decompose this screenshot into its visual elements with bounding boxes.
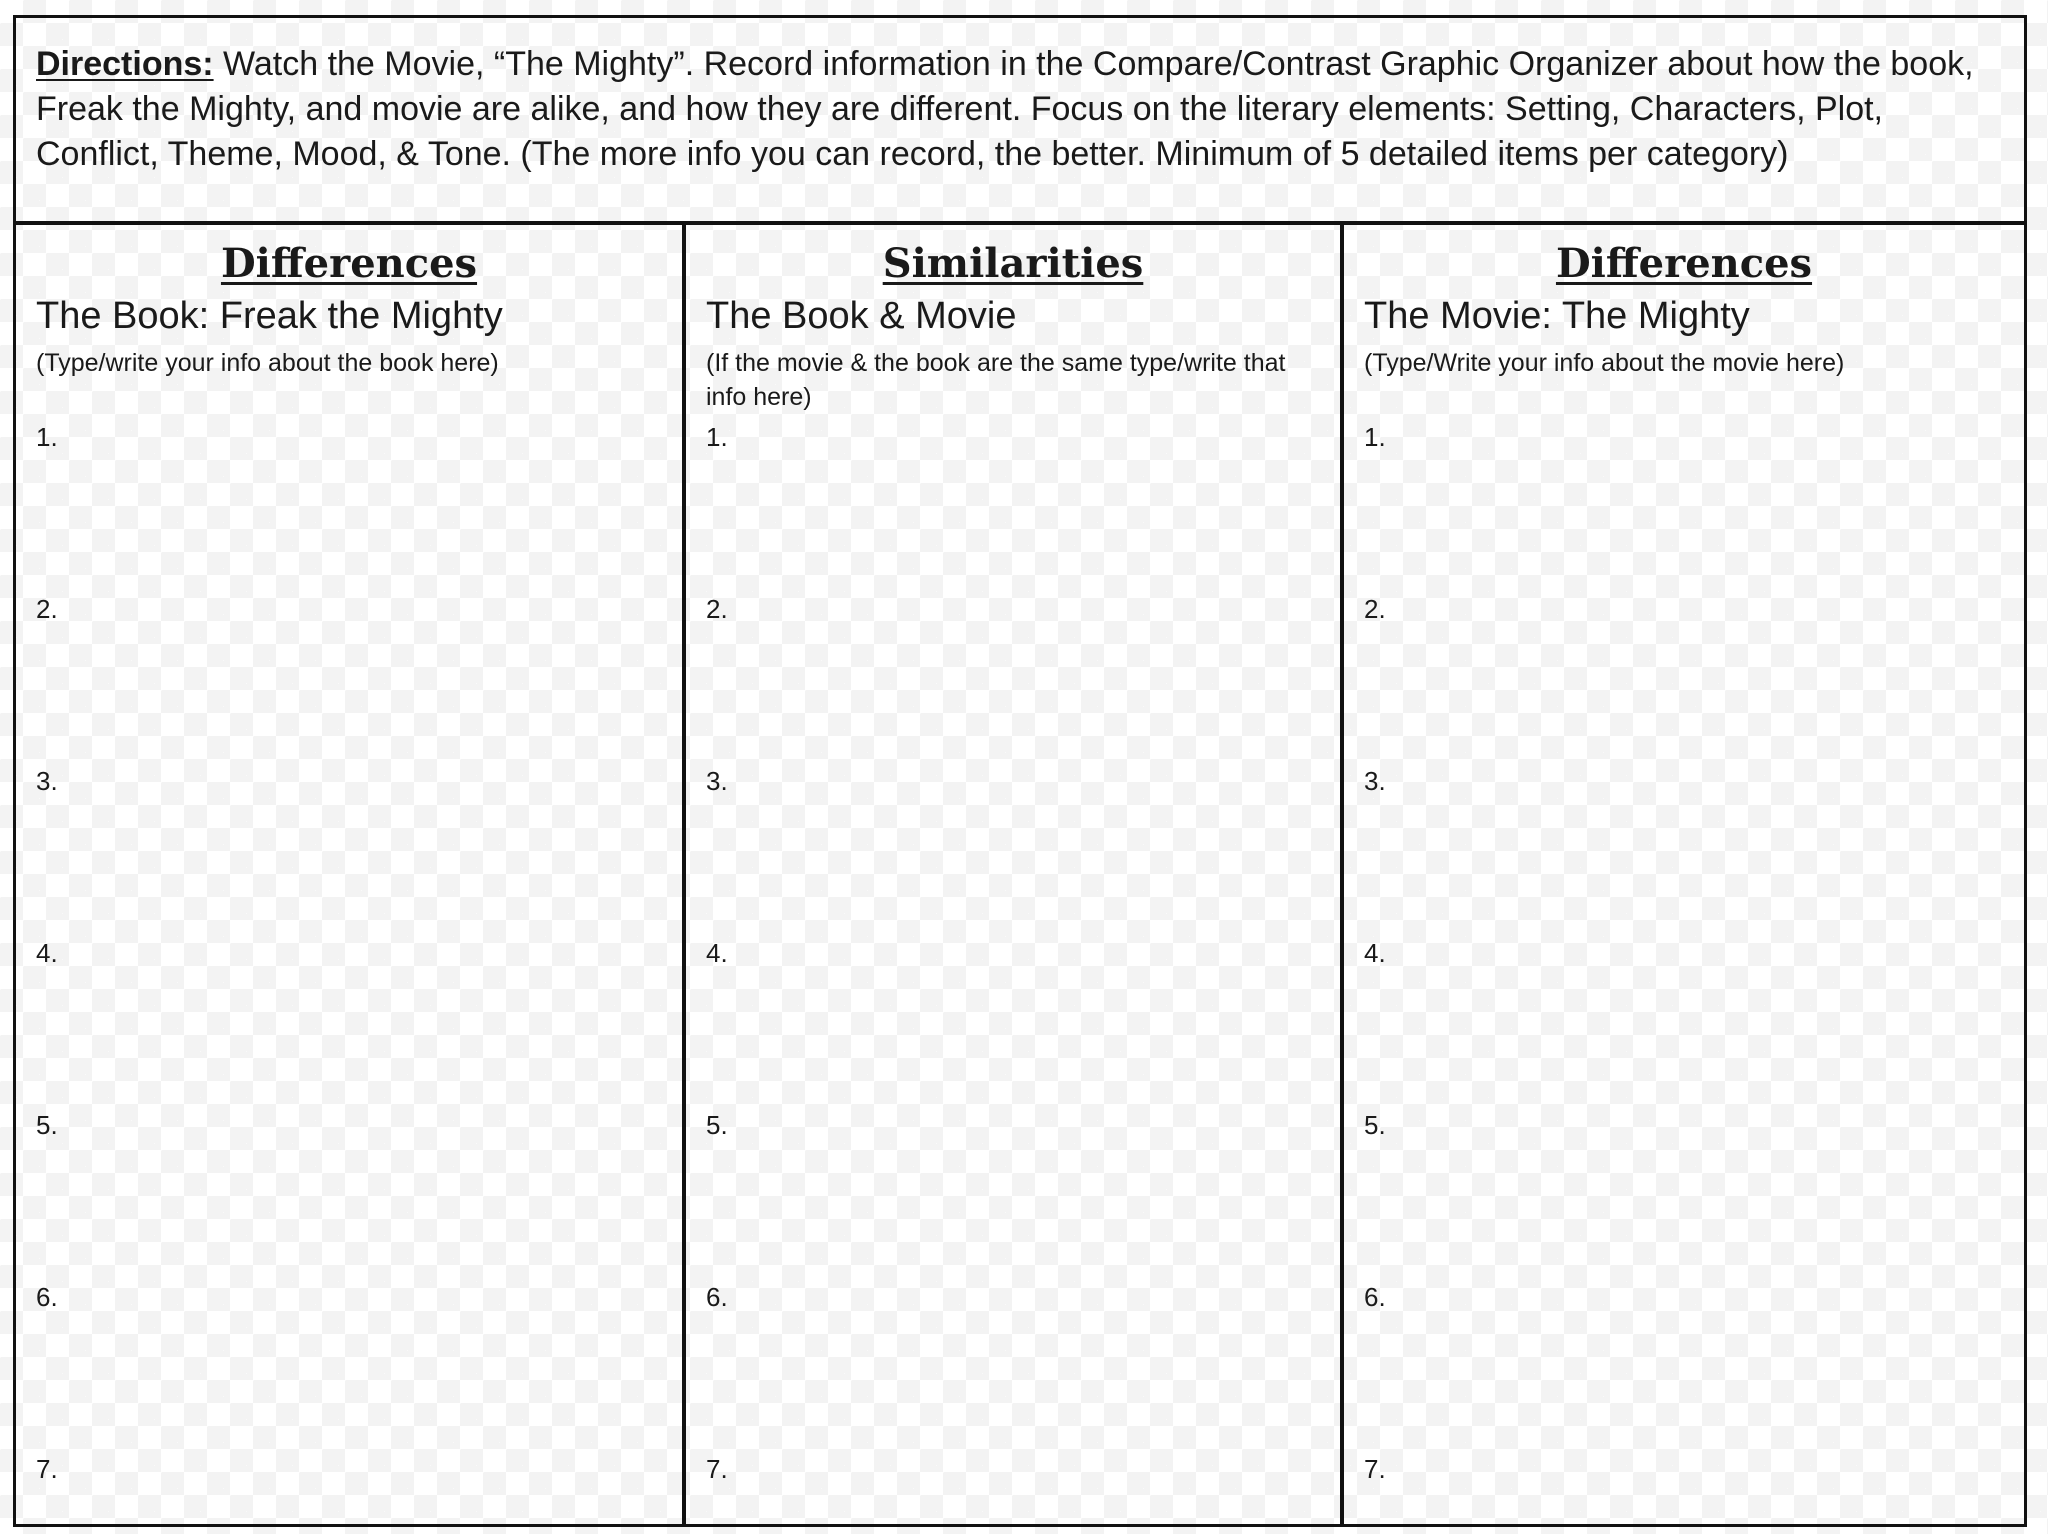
item-number: 2. — [1364, 594, 1386, 624]
column-subtitle: The Book & Movie — [706, 295, 1017, 337]
item-number: 4. — [1364, 938, 1386, 968]
item-number: 2. — [36, 594, 58, 624]
column-subtitle: The Movie: The Mighty — [1364, 295, 1750, 337]
graphic-organizer — [13, 15, 2027, 1527]
item-number: 5. — [36, 1110, 58, 1140]
column-note: (Type/Write your info about the movie here) — [1364, 349, 1845, 377]
movie-differences-column — [1344, 225, 2024, 1524]
directions-label: Directions: — [36, 45, 214, 83]
column-heading: Similarities — [882, 240, 1144, 287]
item-number: 4. — [36, 938, 58, 968]
similarities-column — [686, 225, 1344, 1524]
column-note: (If the movie & the book are the same type/write that info here) — [706, 349, 1286, 411]
item-number: 7. — [36, 1454, 58, 1484]
item-number: 1. — [1364, 422, 1386, 452]
item-number: 5. — [1364, 1110, 1386, 1140]
item-number: 3. — [706, 766, 728, 796]
column-heading: Differences — [220, 240, 478, 287]
item-number: 1. — [36, 422, 58, 452]
item-number: 6. — [706, 1282, 728, 1312]
column-subtitle: The Book: Freak the Mighty — [36, 295, 503, 337]
item-number: 4. — [706, 938, 728, 968]
book-differences-column — [16, 225, 686, 1524]
item-number: 7. — [706, 1454, 728, 1484]
directions-text: Watch the Movie, “The Mighty”. Record information in the Compare/Contrast Graphic Organizer about how the book, Freak the Mighty, and movie are alike, and how they are different. Focus on the literary elements: Setting, Characters, Plot, Conflict, Theme, Mood, & Tone. (The more info you can record, the better. Minimum of 5 detailed items per category) — [36, 45, 1974, 173]
item-number: 1. — [706, 422, 728, 452]
item-number: 6. — [1364, 1282, 1386, 1312]
column-heading: Differences — [1555, 240, 1813, 287]
column-note: (Type/write your info about the book here) — [36, 349, 499, 377]
directions-box — [16, 18, 2024, 225]
item-number: 7. — [1364, 1454, 1386, 1484]
item-number: 6. — [36, 1282, 58, 1312]
item-number: 5. — [706, 1110, 728, 1140]
item-number: 2. — [706, 594, 728, 624]
item-number: 3. — [36, 766, 58, 796]
item-number: 3. — [1364, 766, 1386, 796]
